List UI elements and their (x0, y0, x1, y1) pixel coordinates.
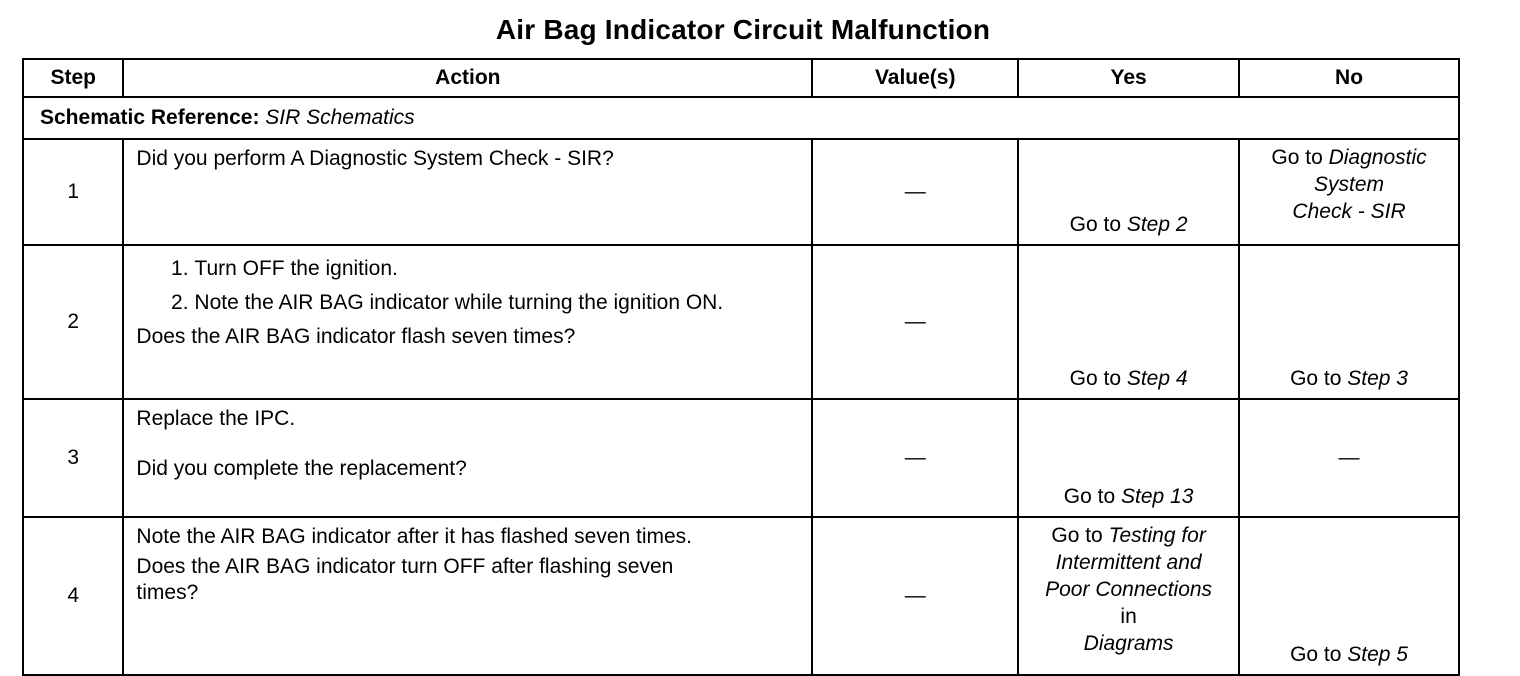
action-text: Note the AIR BAG indicator after it has flashed seven times. (136, 525, 693, 548)
table-row (23, 517, 1459, 675)
yes-reference: Step 13 (1121, 485, 1194, 508)
no-reference: System (1314, 173, 1385, 196)
no-reference: Step 5 (1347, 643, 1408, 666)
step-number: 3 (23, 399, 123, 517)
header-row (23, 59, 1459, 97)
no-cell (1239, 517, 1459, 675)
header-action: Action (123, 59, 812, 97)
no-prefix: Go to (1290, 643, 1348, 666)
yes-reference: Step 4 (1126, 367, 1188, 390)
yes-cell (1018, 139, 1239, 245)
yes-prefix: Go to (1063, 485, 1121, 508)
yes-cell (1018, 399, 1239, 517)
action-text: Did you perform A Diagnostic System Check - SIR? (123, 139, 812, 245)
value-cell: — (812, 399, 1018, 517)
action-list (136, 256, 801, 316)
action-question: Does the AIR BAG indicator flash seven times? (136, 325, 576, 348)
step-number: 2 (23, 245, 123, 399)
header-values: Value(s) (812, 59, 1018, 97)
table-row (23, 245, 1459, 399)
no-reference: Diagnostic (1328, 146, 1427, 169)
step-number: 1 (23, 139, 123, 245)
no-prefix: Go to (1290, 367, 1348, 390)
no-cell (1239, 139, 1459, 245)
header-no: No (1239, 59, 1459, 97)
yes-reference: Diagrams (1083, 632, 1174, 655)
list-item: 2. Note the AIR BAG indicator while turning the ignition ON. (194, 290, 801, 316)
yes-prefix: Go to (1069, 213, 1127, 236)
no-cell: — (1239, 399, 1459, 517)
page-title: Air Bag Indicator Circuit Malfunction (495, 14, 991, 45)
no-reference: Check - SIR (1292, 200, 1406, 223)
schematic-link: SIR Schematics (265, 106, 415, 129)
table-row (23, 139, 1459, 245)
table-row (23, 399, 1459, 517)
yes-reference: Poor Connections (1045, 578, 1213, 601)
yes-in: in (1120, 605, 1137, 628)
yes-reference: Testing for (1108, 524, 1206, 547)
diagnostic-table (22, 58, 1460, 676)
step-number: 4 (23, 517, 123, 675)
action-cell (123, 399, 812, 517)
schematic-reference-row (23, 97, 1459, 139)
value-cell: — (812, 139, 1018, 245)
schematic-label: Schematic Reference: (40, 106, 260, 129)
action-cell (123, 517, 812, 675)
yes-prefix: Go to (1051, 524, 1109, 547)
no-reference: Step 3 (1347, 367, 1408, 390)
header-yes: Yes (1018, 59, 1239, 97)
yes-prefix: Go to (1069, 367, 1127, 390)
yes-reference: Intermittent and (1055, 551, 1202, 574)
action-text: Replace the IPC. (136, 407, 296, 430)
action-question: Did you complete the replacement? (136, 457, 467, 480)
no-cell (1239, 245, 1459, 399)
header-step: Step (23, 59, 123, 97)
yes-cell (1018, 245, 1239, 399)
no-prefix: Go to (1271, 146, 1329, 169)
value-cell: — (812, 245, 1018, 399)
action-question: Does the AIR BAG indicator turn OFF after flashing seven times? (136, 555, 674, 604)
yes-cell (1018, 517, 1239, 675)
list-item: 1. Turn OFF the ignition. (194, 256, 801, 282)
yes-reference: Step 2 (1126, 213, 1188, 236)
action-cell (123, 245, 812, 399)
value-cell: — (812, 517, 1018, 675)
